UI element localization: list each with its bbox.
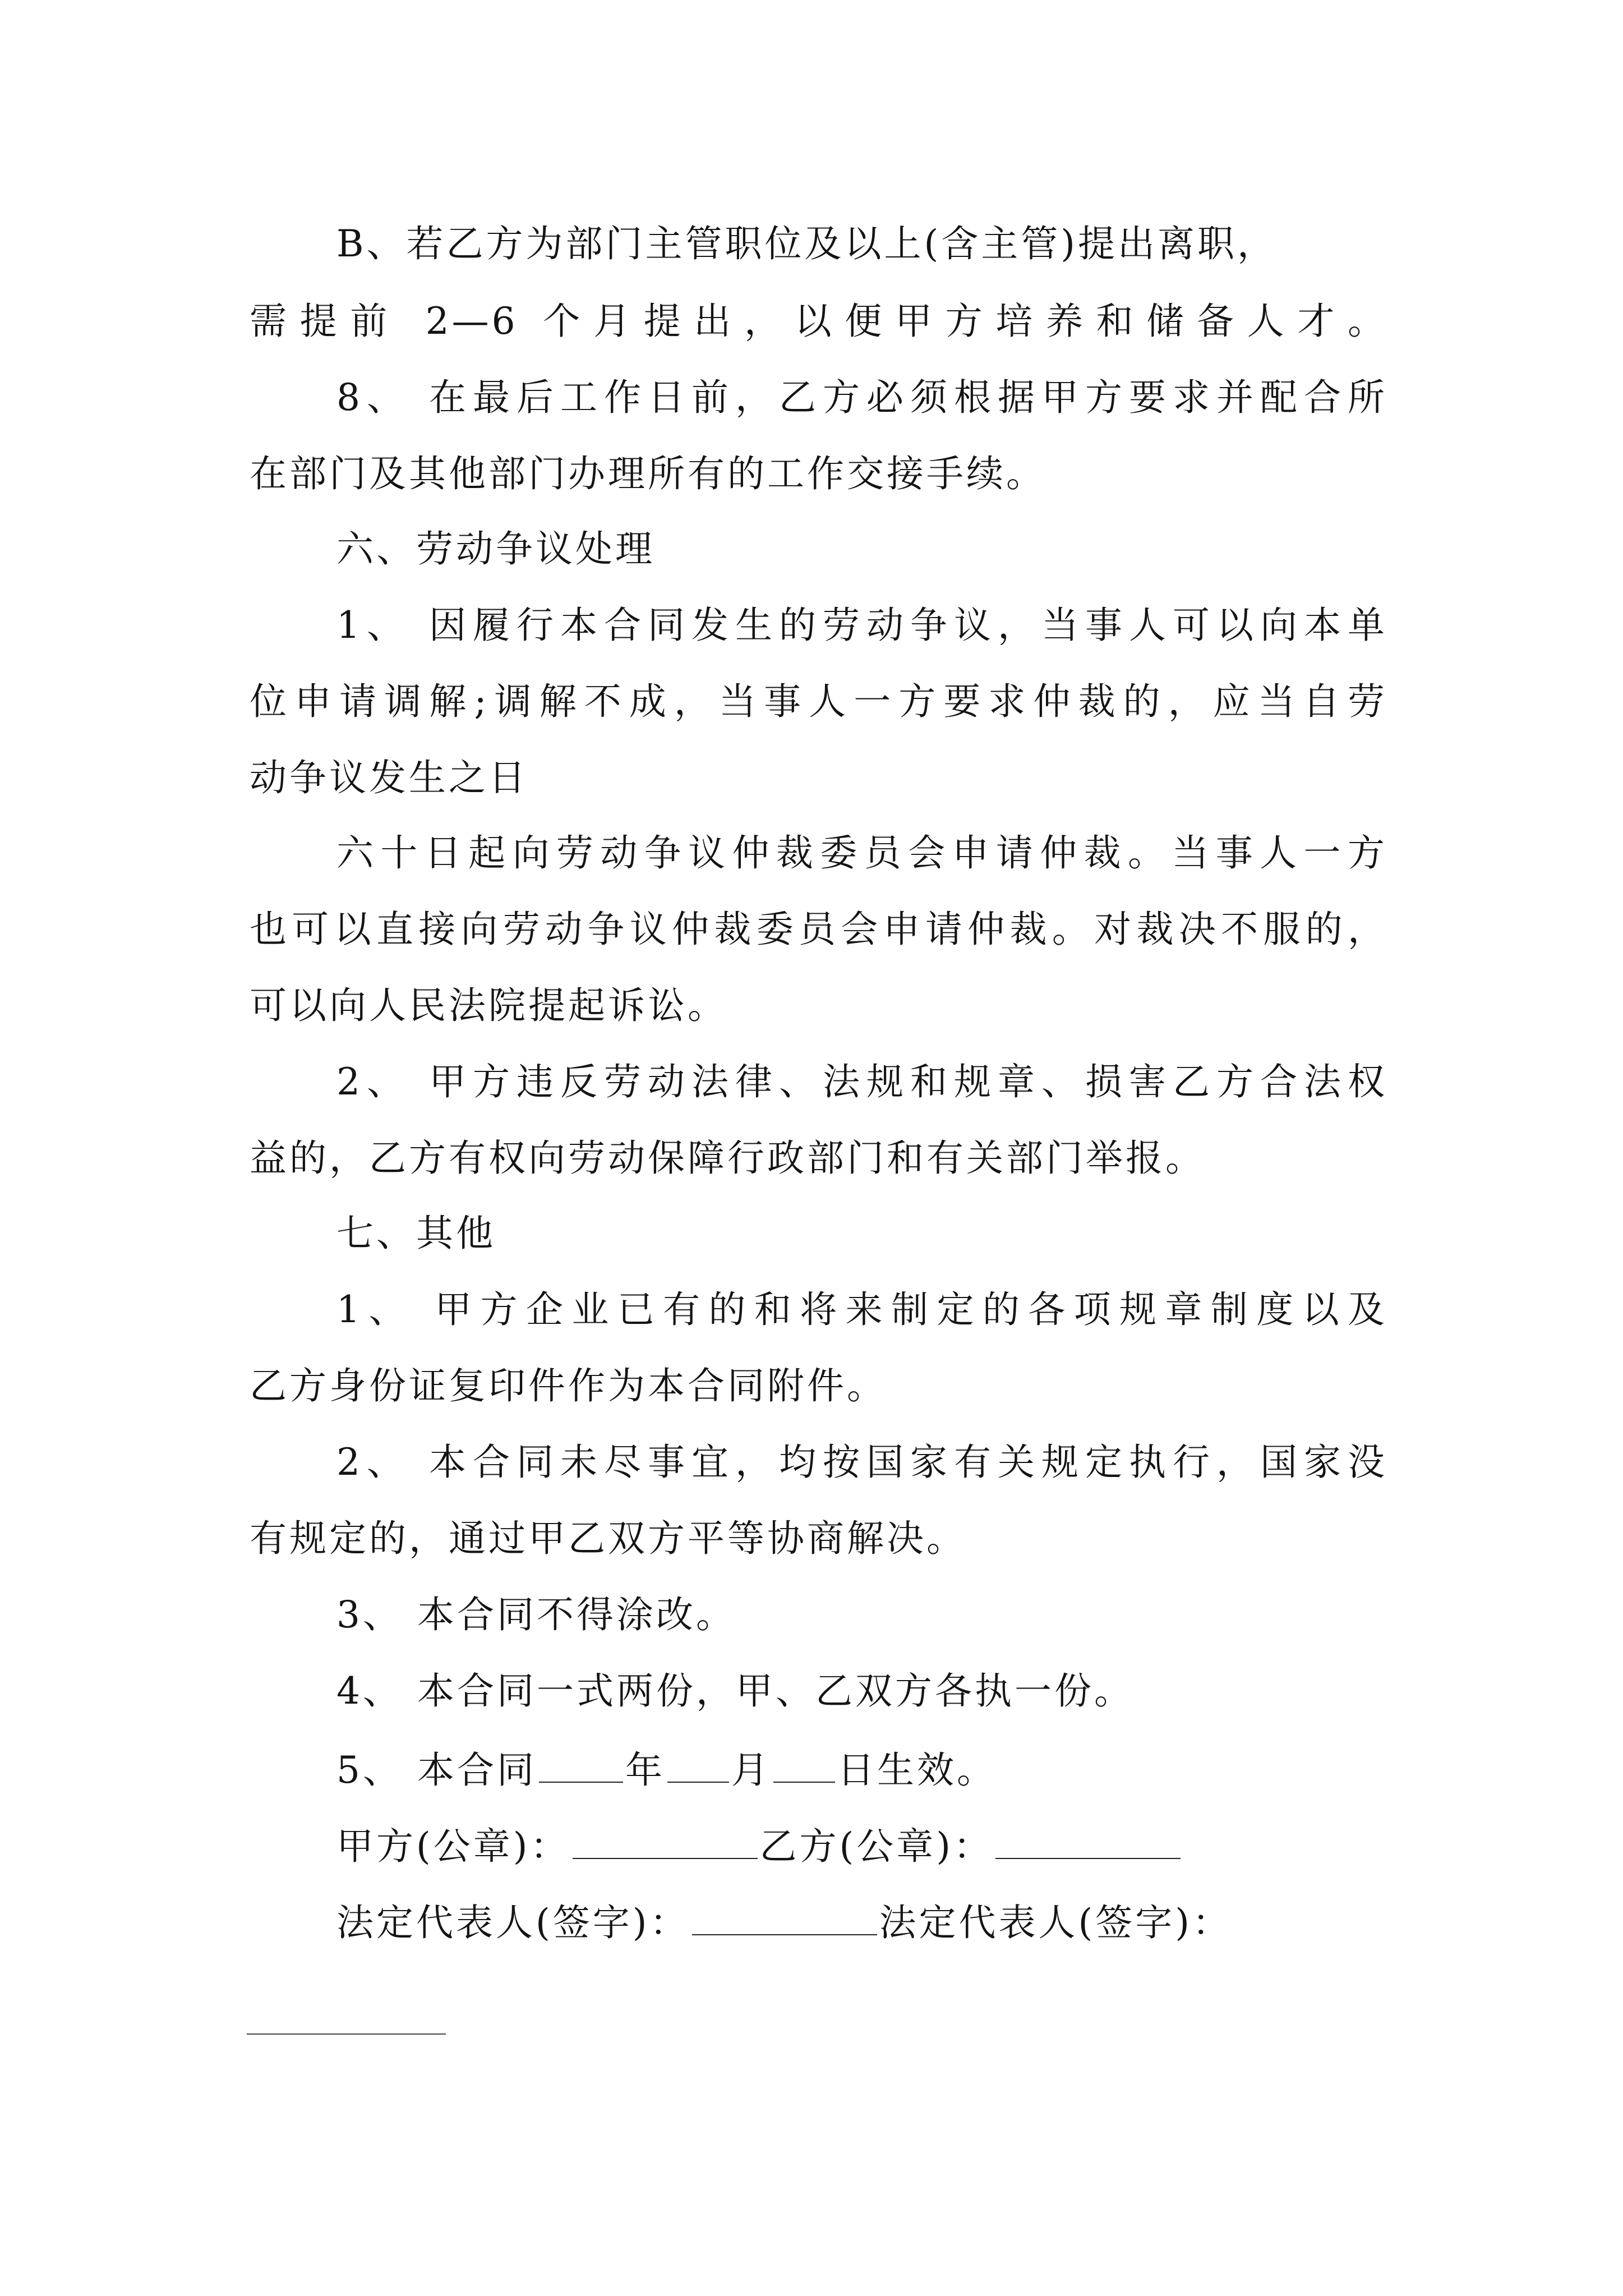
paragraph-line: 在部门及其他部门办理所有的工作交接手续。: [250, 452, 1046, 495]
paragraph-line: 1、 因履行本合同发生的劳动争议，当事人可以向本单: [336, 604, 1387, 647]
day-label: 日生效。: [837, 1749, 997, 1792]
representative-line: [336, 1901, 1387, 1944]
party-a-seal-blank[interactable]: [573, 1825, 758, 1859]
paragraph-line: B、若乙方为部门主管职位及以上(含主管)提出离职，: [336, 222, 1277, 265]
paragraph-line: 益的，乙方有权向劳动保障行政部门和有关部门举报。: [250, 1137, 1205, 1180]
paragraph-line: 3、 本合同不得涂改。: [336, 1593, 736, 1636]
paragraph-line: 动争议发生之日: [250, 756, 528, 799]
paragraph-line: 可以向人民法院提起诉讼。: [250, 984, 727, 1027]
seal-line: [336, 1825, 1387, 1868]
paragraph-line: 有规定的，通过甲乙双方平等协商解决。: [250, 1517, 966, 1560]
paragraph-line: 六十日起向劳动争议仲裁委员会申请仲裁。当事人一方: [336, 831, 1387, 875]
paragraph-line: 1、 甲方企业已有的和将来制定的各项规章制度以及: [336, 1288, 1387, 1331]
paragraph-line: 乙方身份证复印件作为本合同附件。: [250, 1364, 887, 1407]
paragraph-line: 位申请调解;调解不成，当事人一方要求仲裁的，应当自劳: [250, 680, 1387, 723]
paragraph-line: 4、 本合同一式两份，甲、乙双方各执一份。: [336, 1669, 1134, 1713]
month-label: 月: [731, 1749, 771, 1792]
section-heading: 六、劳动争议处理: [336, 527, 655, 570]
party-a-seal-label: 甲方(公章)：: [336, 1825, 570, 1868]
section-heading: 七、其他: [336, 1212, 496, 1255]
year-blank[interactable]: [539, 1749, 623, 1783]
paragraph-line: 也可以直接向劳动争议仲裁委员会申请仲裁。对裁决不服的，: [250, 908, 1387, 951]
party-b-rep-label: 法定代表人(签字)：: [879, 1901, 1232, 1944]
party-b-seal-blank[interactable]: [995, 1825, 1181, 1859]
effective-date-line: [336, 1749, 1387, 1792]
paragraph-line: 需提前 2—6 个月提出，以便甲方培养和储备人才。: [250, 300, 1387, 343]
party-b-seal-label: 乙方(公章)：: [759, 1825, 993, 1868]
day-blank[interactable]: [773, 1749, 835, 1783]
month-blank[interactable]: [667, 1749, 729, 1783]
party-a-rep-blank[interactable]: [692, 1902, 877, 1935]
party-a-rep-label: 法定代表人(签字)：: [336, 1901, 690, 1944]
signature-blank-continued[interactable]: [247, 2033, 446, 2035]
paragraph-line: 2、 甲方违反劳动法律、法规和规章、损害乙方合法权: [336, 1060, 1387, 1103]
effective-prefix: 5、 本合同: [336, 1749, 537, 1792]
paragraph-line: 2、 本合同未尽事宜，均按国家有关规定执行，国家没: [336, 1441, 1387, 1484]
paragraph-line: 8、 在最后工作日前，乙方必须根据甲方要求并配合所: [336, 376, 1387, 419]
year-label: 年: [625, 1749, 665, 1792]
